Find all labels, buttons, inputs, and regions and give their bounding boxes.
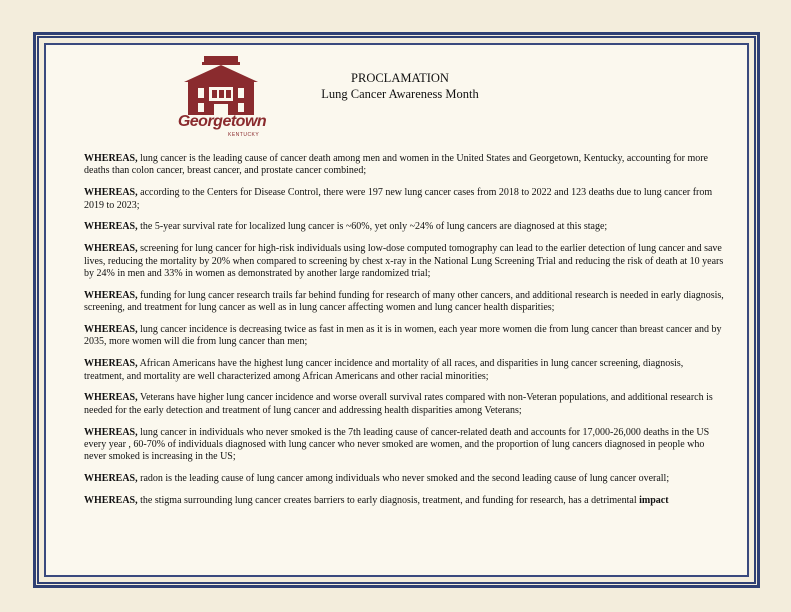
page-title: PROCLAMATION: [351, 71, 449, 85]
paragraph-text: according to the Centers for Disease Control, there were 197 new lung cancer cases from 2018 to 2022 and 123 deaths due to lung cancer from 2019 to 2023;: [84, 187, 713, 211]
logo-state: KENTUCKY: [228, 132, 260, 138]
whereas-paragraph: [84, 427, 724, 464]
whereas-label: WHEREAS,: [84, 187, 138, 199]
whereas-label: WHEREAS,: [84, 324, 138, 336]
paragraph-text: Veterans have higher lung cancer incidence and worse overall survival rates compared with non-Veteran populations, and additional research is needed for the early detection and treatment of lung cancer and addressing health disparities among Veterans;: [84, 392, 713, 416]
whereas-label: WHEREAS,: [84, 495, 138, 507]
paragraph-text: lung cancer is the leading cause of cancer death among men and women in the United States and Georgetown, Kentucky, accounting for more deaths than colon cancer, breast cancer, and prostate cancer combined;: [84, 153, 708, 177]
paragraph-text: African Americans have the highest lung cancer incidence and mortality of all races, and disparities in lung cancer screening, diagnosis, treatment, and mortality are well characterized among African Americans and other racial minorities;: [84, 358, 684, 382]
paragraph-text: lung cancer in individuals who never smoked is the 7th leading cause of cancer-related death and accounts for 17,000-26,000 deaths in the US every year , 60-70% of individuals diagnosed with lung cancer who never smoked are women, and the proportion of lung cancers diagnosed in people who never smoked is increasing in the US;: [84, 426, 710, 463]
whereas-paragraph: [84, 221, 724, 233]
whereas-label: WHEREAS,: [84, 221, 138, 233]
whereas-label: WHEREAS,: [84, 426, 138, 438]
whereas-paragraph: [84, 473, 724, 485]
paragraph-text: the 5-year survival rate for localized lung cancer is ~60%, yet only ~24% of lung cancers are diagnosed at this stage;: [140, 221, 608, 233]
whereas-paragraph: [84, 187, 724, 212]
whereas-paragraph: [84, 392, 724, 417]
paragraph-tail: impact: [639, 495, 669, 507]
whereas-label: WHEREAS,: [84, 392, 138, 404]
whereas-label: WHEREAS,: [84, 473, 138, 485]
whereas-paragraph: [84, 243, 724, 280]
paragraph-text: funding for lung cancer research trails far behind funding for research of many other cancers, and additional research is needed in early diagnosis, screening, and treatment for lung cancer as well as in lung cancer affecting women and lung cancer health disparities;: [84, 289, 724, 314]
whereas-paragraph: [84, 153, 724, 178]
paragraph-text: screening for lung cancer for high-risk individuals using low-dose computed tomography can lead to the earlier detection of lung cancer and save lives, reducing the mortality by 20% when compared to screening by chest x-ray in the National Lung Screening Trial and reducing the risk of death at 10 years by 24% in men and 33% in women as demonstrated by another large randomized trial;: [84, 243, 724, 280]
whereas-label: WHEREAS,: [84, 289, 138, 301]
whereas-label: WHEREAS,: [84, 243, 138, 255]
proclamation-body: [84, 153, 724, 517]
paragraph-text: lung cancer incidence is decreasing twice as fast in men as it is in women, each year more women die from lung cancer than breast cancer and by 2035, more women will die from lung cancer than men;: [84, 324, 722, 348]
page-subtitle: Lung Cancer Awareness Month: [321, 87, 479, 101]
paragraph-text: radon is the leading cause of lung cancer among individuals who never smoked and the second leading cause of lung cancer overall;: [140, 473, 670, 485]
whereas-paragraph: [84, 290, 724, 315]
logo-wordmark: Georgetown: [177, 113, 267, 130]
paragraph-text: the stigma surrounding lung cancer creates barriers to early diagnosis, treatment, and funding for research, has a detrimental: [140, 495, 637, 507]
whereas-paragraph: [84, 495, 724, 507]
whereas-paragraph: [84, 358, 724, 383]
whereas-label: WHEREAS,: [84, 153, 138, 164]
whereas-paragraph: [84, 324, 724, 349]
proclamation-header: [290, 70, 510, 102]
whereas-label: WHEREAS,: [84, 358, 138, 370]
